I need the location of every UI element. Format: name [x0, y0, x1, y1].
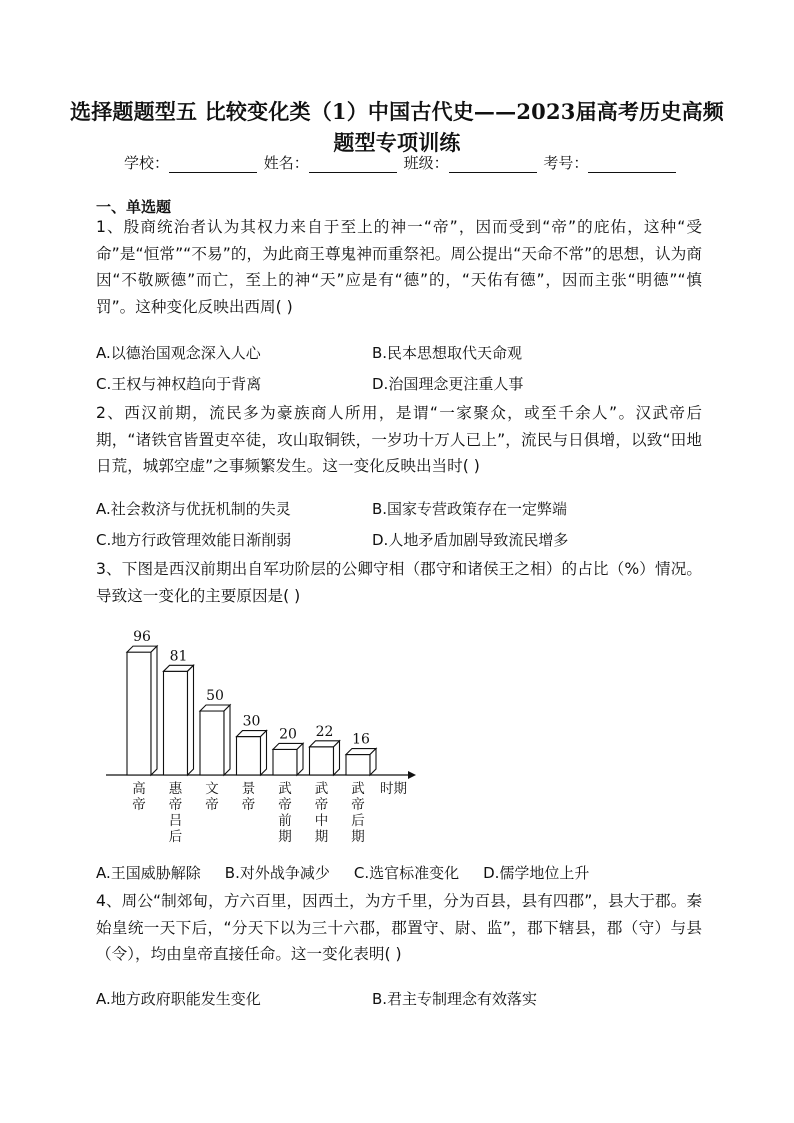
- bar-value-label: 20: [279, 726, 297, 743]
- x-axis-arrow: [408, 771, 416, 779]
- question-3-option-b[interactable]: B.对外战争减少: [224, 864, 330, 882]
- question-1-option-a[interactable]: A.以德治国观念深入人心: [96, 344, 261, 362]
- category-tick-label: 惠帝吕后: [168, 781, 183, 845]
- question-3-option-c[interactable]: C.选官标准变化: [353, 864, 460, 882]
- category-tick-label: 景帝: [241, 781, 256, 813]
- question-2-option-c[interactable]: C.地方行政管理效能日渐削弱: [96, 531, 292, 549]
- question-2-option-b[interactable]: B.国家专营政策存在一定弊端: [372, 500, 568, 518]
- bar-value-label: 30: [242, 713, 261, 730]
- category-tick-label: 武帝后期: [351, 781, 365, 845]
- bar: [346, 749, 376, 775]
- category-tick-label: 文帝: [205, 781, 219, 813]
- question-4-option-b[interactable]: B.君主专制理念有效落实: [372, 990, 538, 1008]
- x-axis-label: 时期: [380, 781, 407, 797]
- category-tick-label: 高帝: [132, 781, 146, 813]
- bar-value-label: 50: [206, 688, 224, 704]
- class-label: 班级：: [403, 154, 449, 172]
- bar-value-label: 16: [352, 731, 370, 748]
- bar-value-label: 81: [169, 648, 188, 665]
- bar: [164, 665, 194, 775]
- bar-value-label: 96: [133, 629, 151, 646]
- document-title-line2: 题型专项训练: [333, 130, 461, 155]
- bar-chart: [96, 612, 426, 852]
- section-heading: 一、单选题: [96, 198, 172, 216]
- bar: [273, 743, 303, 775]
- document-title-line1: 选择题题型五 比较变化类（1）中国古代史——2023届高考历史高频: [70, 99, 724, 124]
- school-blank[interactable]: [169, 157, 257, 173]
- school-label: 学校：: [124, 154, 170, 172]
- class-blank[interactable]: [449, 157, 537, 173]
- name-label: 姓名：: [263, 154, 309, 172]
- question-2-text: 2、西汉前期，流民多为豪族商人所用，是谓“一家聚众，或至千余人”。汉武帝后期，“诸铁官皆置吏卒徒，攻山取铜铁，一岁功十万人已上”，流民与日俱增，以致“田地日荒，城郭空虚”之事频繁发生。这一变化反映出当时( ): [96, 404, 702, 476]
- question-4-option-a[interactable]: A.地方政府职能发生变化: [96, 990, 261, 1008]
- bar: [310, 741, 340, 775]
- question-4-text: 4、周公“制郊甸，方六百里，因西土，为方千里，分为百县，县有四郡”，县大于郡。秦始皇统一天下后，“分天下以为三十六郡，郡置守、尉、监”，郡下辖县，郡（守）与县（令），均由皇帝直接任命。这一变化表明( ): [96, 892, 702, 964]
- question-1-option-c[interactable]: C.王权与神权趋向于背离: [96, 375, 262, 393]
- question-1-option-d[interactable]: D.治国理念更注重人事: [372, 375, 524, 393]
- name-blank[interactable]: [309, 157, 397, 173]
- category-tick-label: 武帝中期: [314, 781, 329, 845]
- student-info-row: [124, 152, 678, 173]
- bar: [237, 731, 267, 775]
- question-2-option-a[interactable]: A.社会救济与优抚机制的失灵: [96, 500, 291, 518]
- question-3-option-a[interactable]: A.王国威胁解除: [96, 864, 201, 882]
- question-1-text: 1、殷商统治者认为其权力来自于至上的神一“帝”，因而受到“帝”的庇佑，这种“受命”是“恒常”“不易”的，为此商王尊鬼神而重祭祀。周公提出“天命不常”的思想，认为商因“不敬厥德”而亡，至上的神“天”应是有“德”的，“天佑有德”，因而主张“明德”“慎罚”。这种变化反映出西周( ): [96, 218, 702, 316]
- question-2-option-d[interactable]: D.人地矛盾加剧导致流民增多: [372, 531, 569, 549]
- question-3-options: [96, 862, 613, 883]
- question-3-option-d[interactable]: D.儒学地位上升: [483, 864, 590, 882]
- question-3-text: 3、下图是西汉前期出自军功阶层的公卿守相（郡守和诸侯王之相）的占比（%）情况。导致这一变化的主要原因是( ): [96, 560, 702, 605]
- question-1-option-b[interactable]: B.民本思想取代天命观: [372, 344, 523, 362]
- bar-value-label: 22: [315, 723, 334, 740]
- bar: [200, 705, 230, 775]
- bar: [127, 646, 157, 775]
- category-tick-label: 武帝前期: [278, 781, 292, 845]
- exam-no-label: 考号：: [543, 154, 589, 172]
- exam-no-blank[interactable]: [588, 157, 676, 173]
